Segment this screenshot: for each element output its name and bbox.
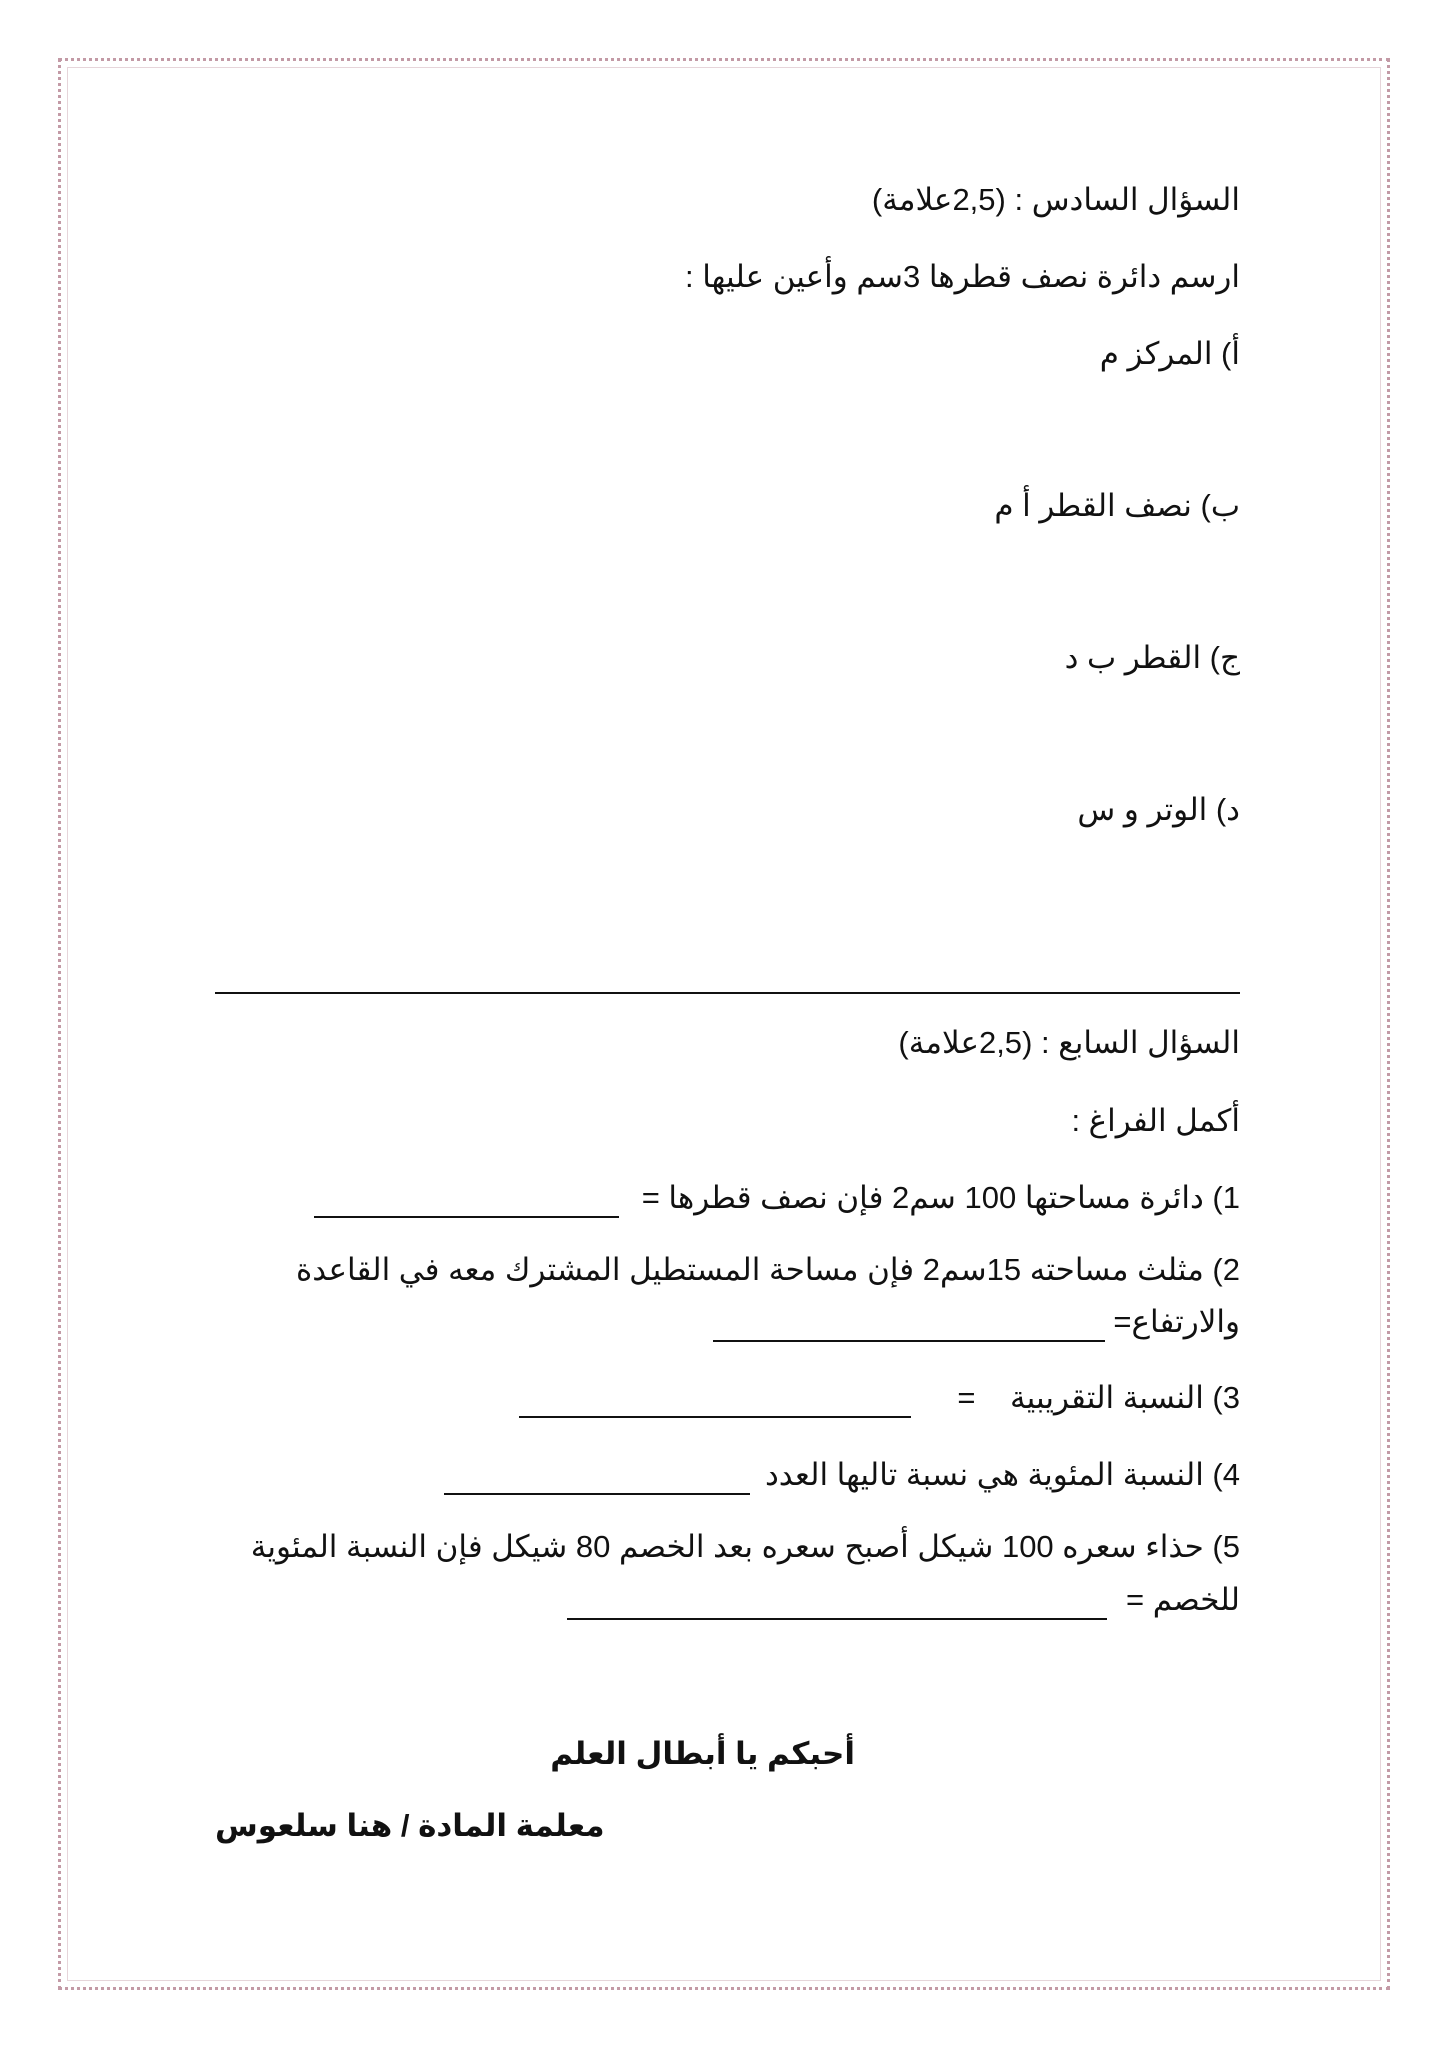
question-7-item-5-line-2 (567, 1580, 1240, 1620)
question-7-instruction: أكمل الفراغ : (1071, 1103, 1240, 1138)
item-3-equals: = (957, 1380, 976, 1415)
question-7-item-5-line-1: 5) حذاء سعره 100 شيكل أصبح سعره بعد الخصم 80 شيكل فإن النسبة المئوية (250, 1529, 1240, 1564)
item-4-text: 4) النسبة المئوية هي نسبة تاليها العدد (764, 1457, 1240, 1492)
question-6-title: السؤال السادس : (2,5علامة) (871, 182, 1240, 217)
question-7-item-4 (444, 1455, 1240, 1495)
answer-blank-1[interactable] (314, 1184, 619, 1218)
question-7-item-1 (314, 1178, 1240, 1218)
answer-blank-3[interactable] (519, 1384, 911, 1418)
item-1-text: 1) دائرة مساحتها 100 سم2 فإن نصف قطرها = (641, 1180, 1240, 1215)
item-5-text: للخصم = (1126, 1582, 1240, 1617)
answer-blank-2[interactable] (713, 1308, 1105, 1342)
item-2-text: والارتفاع= (1113, 1304, 1240, 1339)
question-7-item-3 (519, 1378, 1240, 1418)
question-7-item-2-line-2 (713, 1302, 1240, 1342)
answer-blank-5[interactable] (567, 1586, 1107, 1620)
answer-blank-4[interactable] (444, 1461, 750, 1495)
closing-greeting: أحبكم يا أبطال العلم (550, 1736, 855, 1771)
item-3-text: 3) النسبة التقريبية (1010, 1380, 1240, 1415)
question-6-item-c: ج) القطر ب د (1064, 640, 1240, 675)
question-6-instruction: ارسم دائرة نصف قطرها 3سم وأعين عليها : (685, 259, 1240, 294)
question-7-title: السؤال السابع : (2,5علامة) (898, 1025, 1240, 1060)
question-6-item-b: ب) نصف القطر أ م (994, 488, 1240, 523)
question-6-item-d: د) الوتر و س (1077, 792, 1240, 827)
worksheet-content (215, 0, 1240, 2048)
section-divider (215, 992, 1240, 994)
question-6-item-a: أ) المركز م (1099, 336, 1240, 371)
question-7-item-2-line-1: 2) مثلث مساحته 15سم2 فإن مساحة المستطيل المشترك معه في القاعدة (295, 1252, 1240, 1287)
teacher-name: معلمة المادة / هنا سلعوس (215, 1808, 605, 1843)
